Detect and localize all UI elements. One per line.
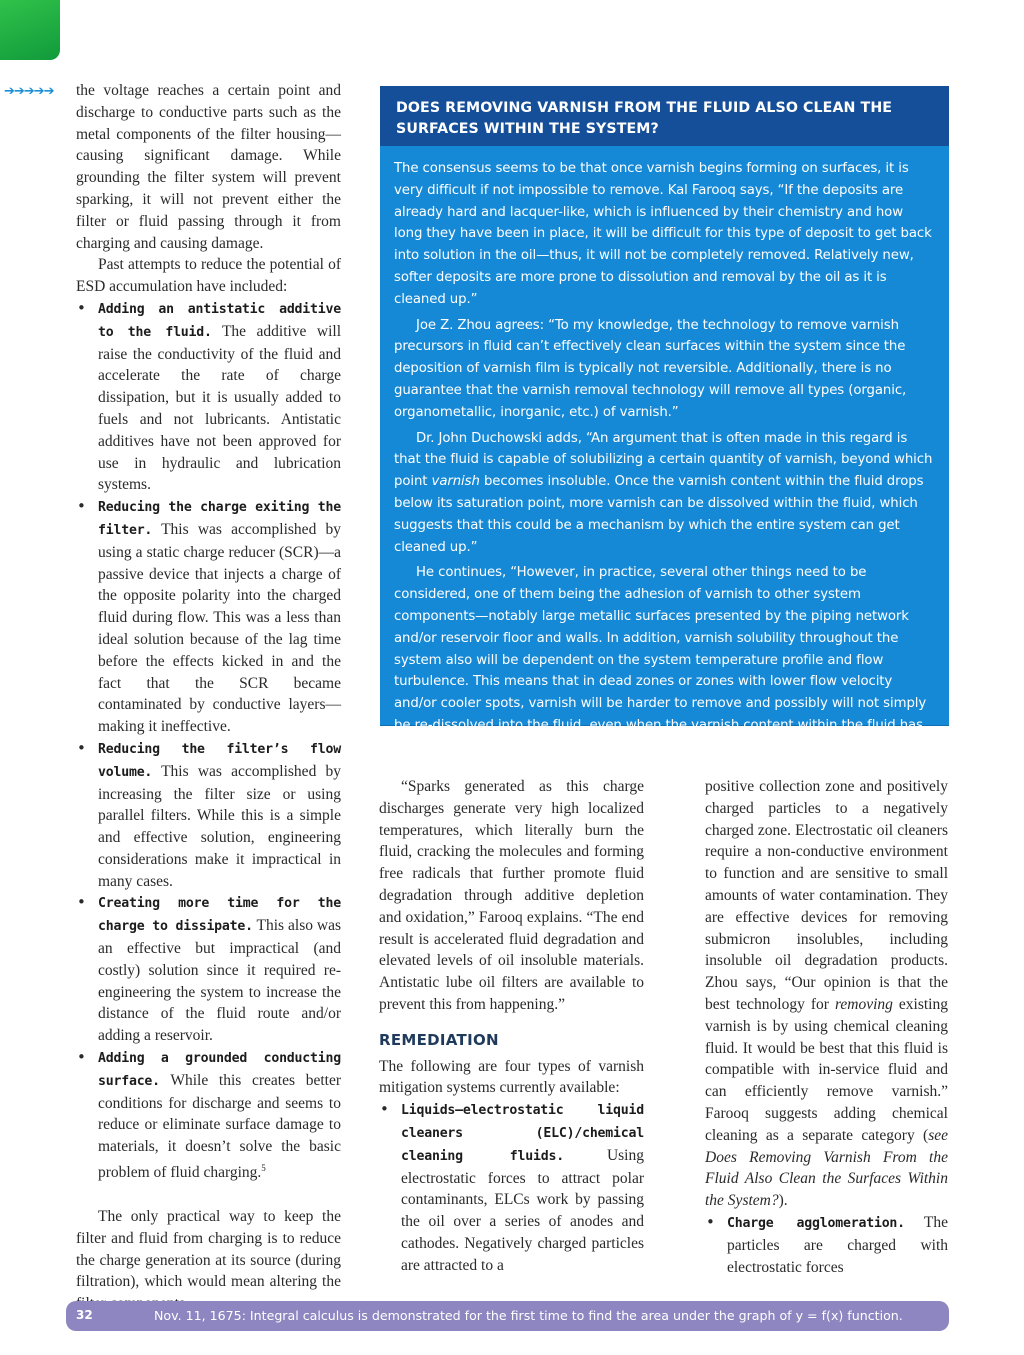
page-number: 32 [76, 1308, 93, 1322]
sidebar-box [380, 86, 949, 755]
continuation-arrows-icon: ➔➔➔➔➔ [4, 84, 54, 99]
sidebar-body [380, 146, 949, 759]
sidebar-title: DOES REMOVING VARNISH FROM THE FLUID ALSO CLEAN THE SURFACES WITHIN THE SYSTEM? [380, 86, 949, 146]
list-item: • Adding an antistatic additive to the fluid. The additive will raise the conductivity of the fluid and accelerate the rate of charge dissipation, but it is usually added to fuels and not lubricants. Antistatic additives have not been approved for use in hydraulic and lubrication systems. [76, 298, 341, 496]
remediation-list-continued [705, 1212, 948, 1278]
column-middle [379, 776, 644, 1277]
list-item: • Liquids—electrostatic liquid cleaners (ELC)/chemical cleaning fluids. Using electrostatic forces to attract polar contaminants, ELCs work by passing the oil over a series of anodes and cathodes. Negatively charged particles are attracted to a [379, 1099, 644, 1276]
sidebar-paragraph: He continues, “However, in practice, several other things need to be considered, one of them being the adhesion of varnish to other system components—notably large metallic surfaces presented by the piping network and/or reservoir floor and walls. In addition, varnish solubility throughout the system also will be dependent on the system temperature profile and flow turbulence. This means that in dead zones or zones with lower flow velocity and/or cooler spots, varnish will be harder to remove and possibly will not simply be re-dissolved into the fluid, even when the varnish content within the fluid has dropped below the saturation limit.” [394, 565, 927, 755]
esd-methods-list [76, 298, 341, 1184]
paragraph: “Sparks generated as this charge discharges generate very high localized temperatures, which literally burn the fluid, cracking the molecules and forming free radicals that further promote fluid degradation through additive depletion and oxidation,” Farooq explains. “The end result is accelerated fluid degradation and elevated levels of oil insoluble materials. Antistatic lube oil filters are available to prevent this from happening.” [379, 778, 644, 1013]
paragraph: The following are four types of varnish mitigation systems currently available: [379, 1057, 644, 1097]
column-left [76, 80, 341, 1315]
list-item: • Reducing the filter’s flow volume. This was accomplished by increasing the filter size or using parallel filters. While this is a simple and effective solution, engineering considerations make it impractical in many cases. [76, 738, 341, 893]
sidebar-reference: see Does Removing Varnish From the Fluid Also Clean the Surfaces Within the System? [705, 1126, 948, 1210]
list-item: • Charge agglomeration. The particles are charged with electrostatic forces [705, 1212, 948, 1278]
column-right [705, 776, 948, 1278]
section-heading: REMEDIATION [379, 1030, 499, 1049]
sidebar-paragraph: The consensus seems to be that once varnish begins forming on surfaces, it is very difficult if not impossible to remove. Kal Farooq says, “If the deposits are already hard and lacquer-like, which is influenced by their chemistry and how long they have been in place, it will be difficult for this type of deposit to get back into solution in the oil—thus, it will not be completely removed. Relatively new, softer deposits are more prone to dissolution and removal by the oil as it is cleaned up.” [394, 161, 932, 307]
paragraph: The only practical way to keep the filter and fluid from charging is to reduce the charge generation at its source (during filtration), which would mean altering the [76, 1208, 341, 1291]
section-tab [0, 0, 60, 60]
remediation-list [379, 1099, 644, 1276]
sidebar-paragraph: Joe Z. Zhou agrees: “To my knowledge, the technology to remove varnish precursors in fluid can’t effectively clean surfaces within the system since the deposition of varnish film is typically not reversible. Additionally, there is no guarantee that the varnish removal technology will remove all types (organic, organometallic, inorganic, etc.) of varnish.” [394, 317, 907, 420]
footnote-ref: 5 [261, 1163, 266, 1174]
paragraph: the voltage reaches a certain point and discharge to conductive parts such as the metal components of the filter housing—causing significant damage. While grounding the filter system will prevent sparking, it will not prevent either the filter or fluid passing through it from charging and causing damage. [76, 82, 341, 252]
page-footer [66, 1301, 949, 1331]
list-item: • Creating more time for the charge to dissipate. This also was an effective but impractical (and costly) solution since it required re-engineering the system to increase the distance of the fluid route and/or adding a reservoir. [76, 892, 341, 1047]
paragraph: Past attempts to reduce the potential of ESD accumulation have included: [76, 256, 341, 296]
footer-fact: Nov. 11, 1675: Integral calculus is demonstrated for the first time to find the area under the graph of y = f(x) function. [154, 1308, 903, 1323]
list-item: • Adding a grounded conducting surface. While this creates better conditions for discharge and seems to reduce or eliminate surface damage to materials, it doesn’t solve the basic problem of fluid charging.$^5$ [76, 1047, 341, 1184]
paragraph: positive collection zone and positively charged particles to a negatively charged zone. Electrostatic oil cleaners require a non-conductive environment to function and are sensitive to small amounts of water contamination. They are effective devices for removing submicron insolubles, including insoluble oil degradation products. Zhou says, “Our opinion is that the best technology for removing existing varnish is by using chemical cleaning fluid. It would be best that this fluid is compatible with in-service fluid and can efficiently remove varnish.” Farooq suggests adding chemical cleaning as a separate category (see Does Removing Varnish From the Fluid Also Clean the Surfaces Within the System?). [705, 778, 948, 1210]
list-item: • Reducing the charge exiting the filter. This was accomplished by using a static charge reducer (SCR)—a passive device that injects a charge of the opposite polarity into the charged fluid during flow. This was a less than ideal solution because of the lag time before the effects kicked in and the fact that the SCR became contaminated by conductive layers—making it ineffective. [76, 496, 341, 738]
sidebar-paragraph: Dr. John Duchowski adds, “An argument that is often made in this regard is that the fluid is capable of solubilizing a certain quantity of varnish, beyond which point varnish becomes insoluble. Once the varnish content within the fluid drops below its saturation point, more varnish can be dissolved within the fluid, which suggests that this could be a mechanism by which the entire system can get cleaned up.” [394, 430, 933, 555]
